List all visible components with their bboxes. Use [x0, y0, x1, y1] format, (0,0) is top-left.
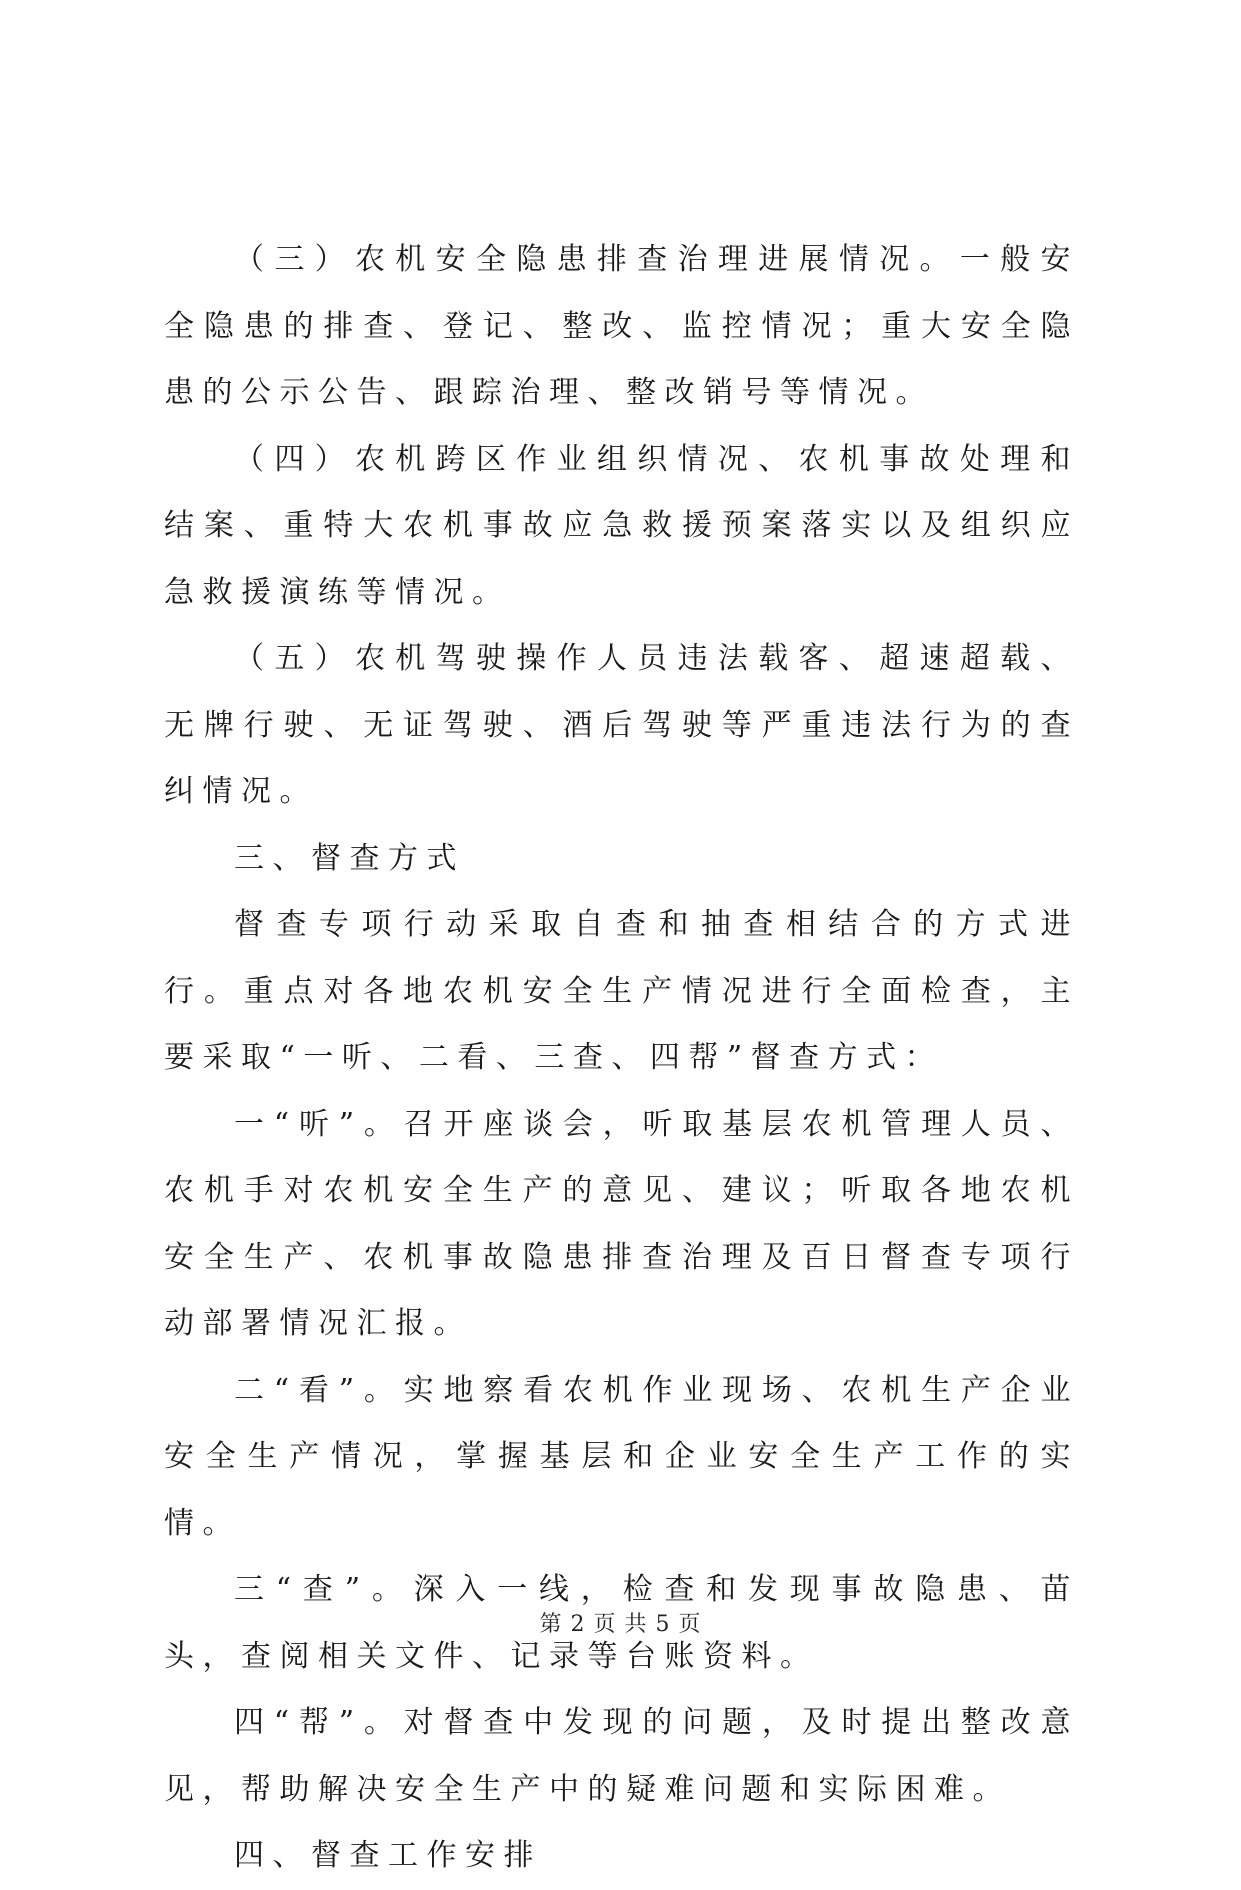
- paragraph-item-5-violations: （五）农机驾驶操作人员违法载客、超速超载、无牌行驶、无证驾驶、酒后驾驶等严重违法行为的查纠情况。: [164, 641, 1079, 809]
- page-number-footer: 第 2 页 共 5 页: [539, 1612, 702, 1637]
- paragraph-item-3-inspection: （三）农机安全隐患排查治理进展情况。一般安全隐患的排查、登记、整改、监控情况；重大安全隐患的公示公告、跟踪治理、整改销号等情况。: [164, 242, 1079, 410]
- paragraph-method-listen: 一“听”。召开座谈会，听取基层农机管理人员、农机手对农机安全生产的意见、建议；听取各地农机安全生产、农机事故隐患排查治理及百日督查专项行动部署情况汇报。: [164, 1106, 1079, 1341]
- document-body: [164, 227, 1079, 1890]
- paragraph-method-help: 四“帮”。对督查中发现的问题，及时提出整改意见，帮助解决安全生产中的疑难问题和实际困难。: [164, 1705, 1079, 1807]
- paragraph-methods-intro: 督查专项行动采取自查和抽查相结合的方式进行。重点对各地农机安全生产情况进行全面检查，主要采取“一听、二看、三查、四帮”督查方式：: [164, 907, 1079, 1075]
- paragraph-method-check: 三“查”。深入一线，检查和发现事故隐患、苗头，查阅相关文件、记录等台账资料。: [164, 1572, 1079, 1674]
- paragraph-method-look: 二“看”。实地察看农机作业现场、农机生产企业安全生产情况，掌握基层和企业安全生产工作的实情。: [164, 1372, 1079, 1541]
- section-heading-inspection-methods: 三、督查方式: [234, 840, 465, 876]
- section-heading-work-arrangement: 四、督查工作安排: [234, 1838, 542, 1873]
- paragraph-item-4-cross-region: （四）农机跨区作业组织情况、农机事故处理和结案、重特大农机事故应急救援预案落实以及组织应急救援演练等情况。: [164, 441, 1079, 610]
